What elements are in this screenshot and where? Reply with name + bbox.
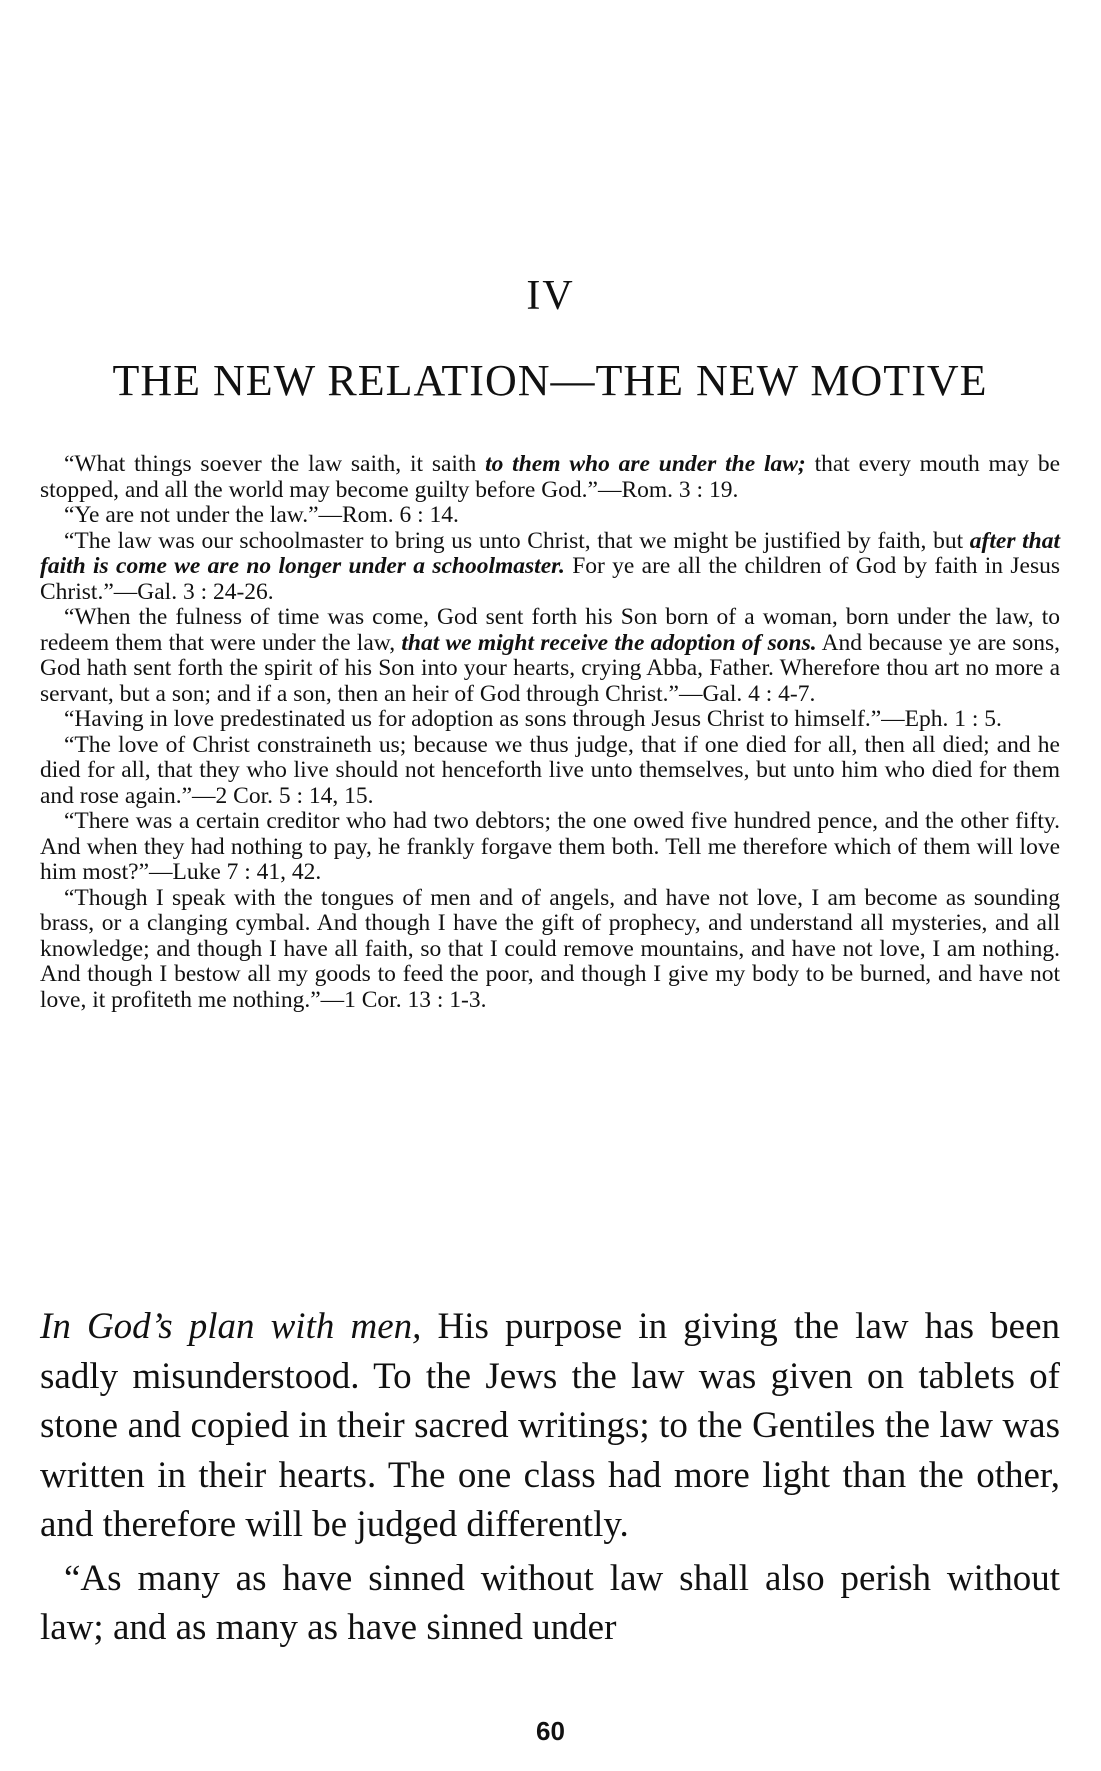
page-number: 60 [536, 1716, 565, 1746]
epigraph-quote: “The love of Christ constraineth us; because we thus judge, that if one died for all, then all died; and he died for all, that they who live should not henceforth live unto themselves, but unto him who died for them and rose again.”—2 Cor. 5 : 14, 15. [40, 731, 1060, 809]
epigraph-quote: “The law was our schoolmaster to bring us unto Christ, that we might be justified by faith, but after that faith is come we are no longer under a schoolmaster. For ye are all the children of God by faith in Jesus Christ.”—Gal. 3 : 24-26. [40, 527, 1061, 605]
body-text [40, 1302, 1060, 1653]
epigraph-quote: “Having in love predestinated us for adoption as sons through Jesus Christ to himself.”—Eph. 1 : 5. [64, 706, 1002, 732]
epigraph-quote: “Ye are not under the law.”—Rom. 6 : 14. [64, 502, 459, 528]
epigraph-quote: “When the fulness of time was come, God sent forth his Son born of a woman, born under the law, to redeem them that were under the law, that we might receive the adoption of sons. And because ye are sons, God hath sent forth the spirit of his Son into your hearts, crying Abba, Father. Wherefore thou art no more a servant, but a son; and if a son, then an heir of God through Christ.”—Gal. 4 : 4-7. [40, 604, 1061, 707]
epigraph-quote: “Though I speak with the tongues of men and of angels, and have not love, I am become as sounding brass, or a clanging cymbal. And though I have the gift of prophecy, and understand all mysteries, and all knowledge; and though I have all faith, so that I could remove mountains, and have not love, I am nothing. And though I bestow all my goods to feed the poor, and though I give my body to be burned, and have not love, it profiteth me nothing.”—1 Cor. 13 : 1-3. [40, 884, 1060, 1013]
chapter-title: THE NEW RELATION—THE NEW MOTIVE [112, 356, 988, 405]
epigraph-quote: “What things soever the law saith, it saith to them who are under the law; that every mouth may be stopped, and all the world may become guilty before God.”—Rom. 3 : 19. [40, 451, 1060, 503]
epigraph-quote: “There was a certain creditor who had two debtors; the one owed five hundred pence, and the other fifty. And when they had nothing to pay, he frankly forgave them both. Tell me therefore which of them will love him most?”—Luke 7 : 41, 42. [40, 808, 1060, 885]
epigraph-block [40, 452, 1060, 1013]
body-paragraph: “As many as have sinned without law shall also perish without law; and as many as have sinned under [40, 1557, 1060, 1648]
body-paragraph: In God’s plan with men, His purpose in giving the law has been sadly misunderstood. To the Jews the law was given on tablets of stone and copied in their sacred writings; to the Gentiles the law was written in their hearts. The one class had more light than the other, and therefore will be judged differently. [40, 1306, 1061, 1545]
chapter-number: IV [526, 273, 575, 319]
